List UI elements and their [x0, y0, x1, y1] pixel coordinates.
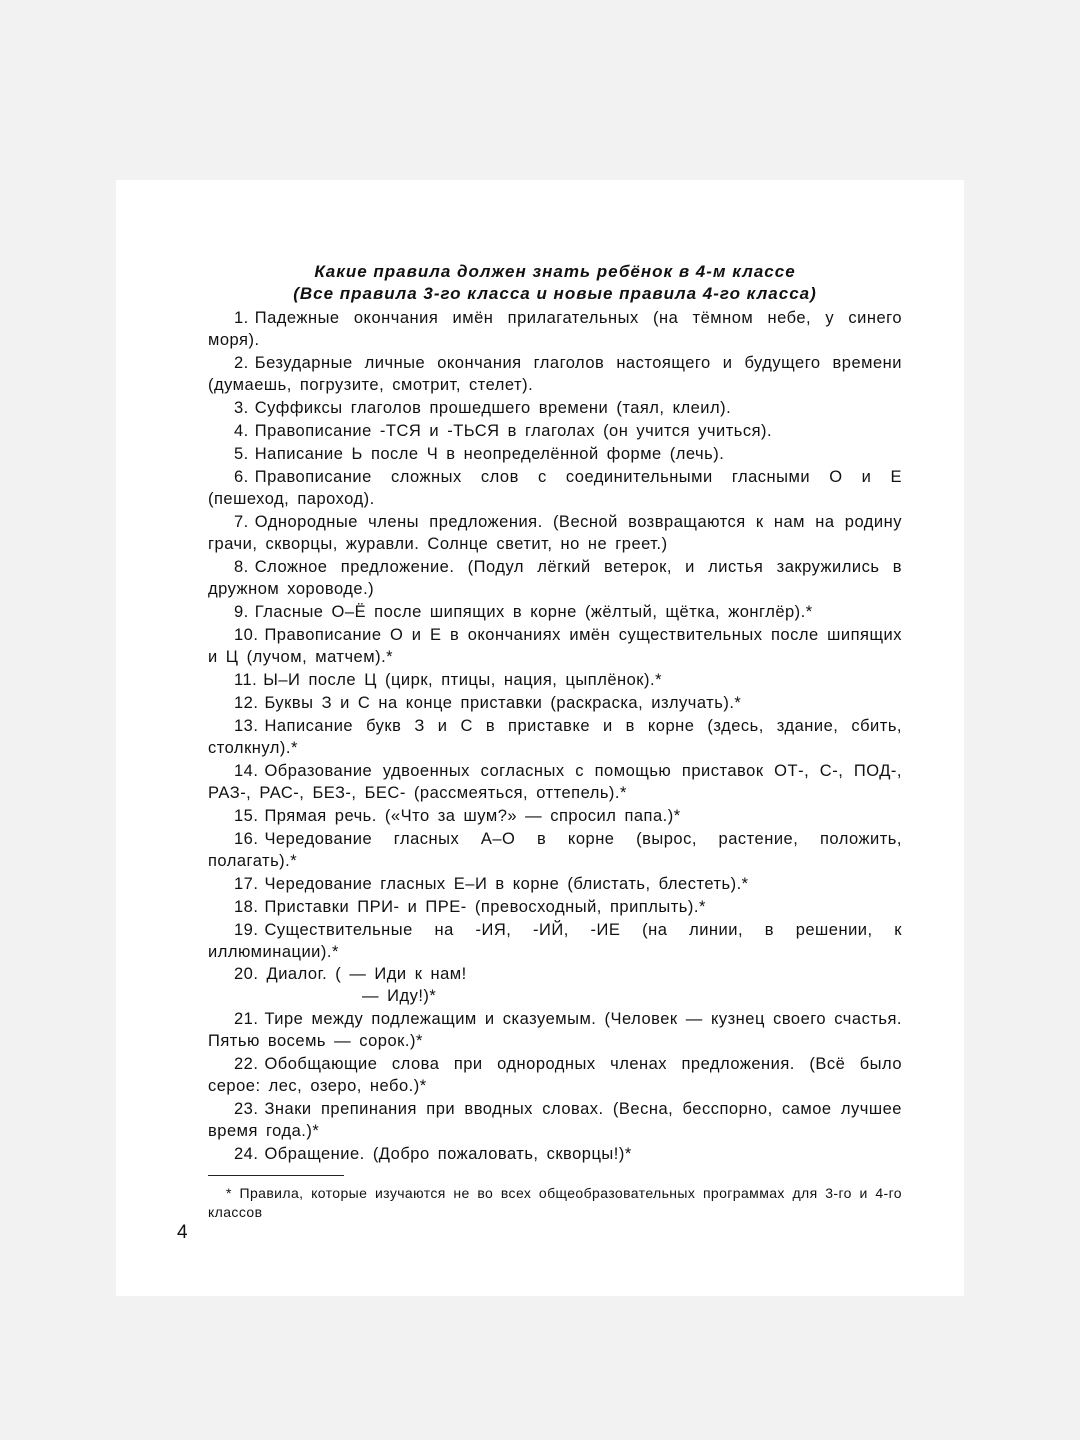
rules-list	[208, 307, 902, 1165]
item-number: 18.	[234, 898, 259, 916]
list-item	[208, 715, 902, 759]
book-page	[116, 180, 964, 1296]
dialog-line-2: — Иду!)*	[362, 987, 437, 1005]
footnote-divider	[208, 1175, 344, 1176]
list-item	[208, 352, 902, 396]
dialog-item	[208, 963, 902, 1007]
item-number: 21.	[234, 1010, 259, 1028]
item-text: Приставки ПРИ- и ПРЕ- (превосходный, приплыть).*	[264, 898, 706, 916]
footnote: * Правила, которые изучаются не во всех общеобразовательных программах для 3-го и 4-го классов	[208, 1185, 902, 1220]
item-text: Чередование гласных Е–И в корне (блистать, блестеть).*	[264, 875, 749, 893]
item-text: Гласные О–Ё после шипящих в корне (жёлтый, щётка, жонглёр).*	[254, 603, 813, 621]
list-item	[208, 1053, 902, 1097]
item-text: Чередование гласных А–О в корне (вырос, растение, положить, полагать).*	[208, 830, 902, 870]
item-number: 1.	[234, 309, 249, 327]
item-number: 19.	[234, 921, 259, 939]
dialog-line-1	[208, 963, 902, 985]
list-item	[208, 760, 902, 804]
list-item	[208, 556, 902, 600]
list-item	[208, 669, 902, 691]
item-text: Правописание -ТСЯ и -ТЬСЯ в глаголах (он учится учиться).	[254, 422, 773, 440]
list-item	[208, 443, 902, 465]
title-line-1: Какие правила должен знать ребёнок в 4-м классе	[314, 262, 796, 281]
item-number: 10.	[234, 626, 259, 644]
item-number: 5.	[234, 445, 249, 463]
list-item	[208, 805, 902, 827]
list-item	[208, 1008, 902, 1052]
list-item	[208, 511, 902, 555]
item-number: 3.	[234, 399, 249, 417]
list-item	[208, 1143, 902, 1165]
item-text: Правописание сложных слов с соединительными гласными О и Е (пешеход, пароход).	[208, 468, 902, 508]
list-item	[208, 420, 902, 442]
item-text: Падежные окончания имён прилагательных (на тёмном небе, у синего моря).	[208, 309, 902, 349]
item-text: Написание Ь после Ч в неопределённой форме (лечь).	[254, 445, 725, 463]
item-number: 17.	[234, 875, 259, 893]
item-text: Тире между подлежащим и сказуемым. (Человек — кузнец своего счастья. Пятью восемь — сорок.)*	[208, 1010, 902, 1050]
item-number: 7.	[234, 513, 249, 531]
item-number: 22.	[234, 1055, 259, 1073]
item-text: Написание букв З и С в приставке и в корне (здесь, здание, сбить, столкнул).*	[208, 717, 902, 757]
list-item	[208, 397, 902, 419]
list-item	[208, 919, 902, 963]
item-text: Обобщающие слова при однородных членах предложения. (Всё было серое: лес, озеро, небо.)*	[208, 1055, 902, 1095]
item-text: Безударные личные окончания глаголов настоящего и будущего времени (думаешь, погрузите, смотрит, стелет).	[208, 354, 902, 394]
item-text: Знаки препинания при вводных словах. (Весна, бесспорно, самое лучшее время года.)*	[208, 1100, 902, 1140]
item-number: 20.	[234, 965, 259, 983]
page-title	[208, 261, 902, 305]
item-number: 8.	[234, 558, 249, 576]
list-item	[208, 896, 902, 918]
item-text: Существительные на -ИЯ, -ИЙ, -ИЕ (на линии, в решении, к иллюминации).*	[208, 921, 902, 961]
item-number: 16.	[234, 830, 259, 848]
item-text: Буквы З и С на конце приставки (раскраска, излучать).*	[264, 694, 742, 712]
item-text: Однородные члены предложения. (Весной возвращаются к нам на родину грачи, скворцы, журавли. Солнце светит, но не греет.)	[208, 513, 902, 553]
list-item	[208, 601, 902, 623]
item-text: Образование удвоенных согласных с помощью приставок ОТ-, С-, ПОД-, РАЗ-, РАС-, БЕЗ-, БЕС- (рассмеяться, оттепель).*	[208, 762, 902, 802]
item-text: Суффиксы глаголов прошедшего времени (таял, клеил).	[254, 399, 732, 417]
item-number: 11.	[234, 671, 258, 689]
list-item	[208, 873, 902, 895]
item-number: 6.	[234, 468, 249, 486]
item-text: Ы–И после Ц (цирк, птицы, нация, цыплёнок).*	[263, 671, 663, 689]
list-item	[208, 828, 902, 872]
item-number: 23.	[234, 1100, 259, 1118]
page-number: 4	[177, 1222, 188, 1243]
list-item	[208, 692, 902, 714]
item-text: Прямая речь. («Что за шум?» — спросил папа.)*	[264, 807, 681, 825]
item-number: 15.	[234, 807, 259, 825]
list-item	[208, 466, 902, 510]
dialog-text-1: Диалог. ( — Иди к нам!	[266, 965, 467, 983]
list-item	[208, 624, 902, 668]
item-text: Правописание О и Е в окончаниях имён существительных после шипящих и Ц (лучом, матчем).*	[208, 626, 902, 666]
item-number: 12.	[234, 694, 259, 712]
list-item	[208, 1098, 902, 1142]
list-item	[208, 307, 902, 351]
item-number: 2.	[234, 354, 249, 372]
item-number: 4.	[234, 422, 249, 440]
item-number: 24.	[234, 1145, 259, 1163]
page-content	[208, 261, 902, 1222]
title-line-2: (Все правила 3-го класса и новые правила 4-го класса)	[293, 284, 817, 303]
item-text: Обращение. (Добро пожаловать, скворцы!)*	[264, 1145, 632, 1163]
item-number: 14.	[234, 762, 259, 780]
item-text: Сложное предложение. (Подул лёгкий ветерок, и листья закружились в дружном хороводе.)	[208, 558, 902, 598]
item-number: 9.	[234, 603, 249, 621]
item-number: 13.	[234, 717, 259, 735]
